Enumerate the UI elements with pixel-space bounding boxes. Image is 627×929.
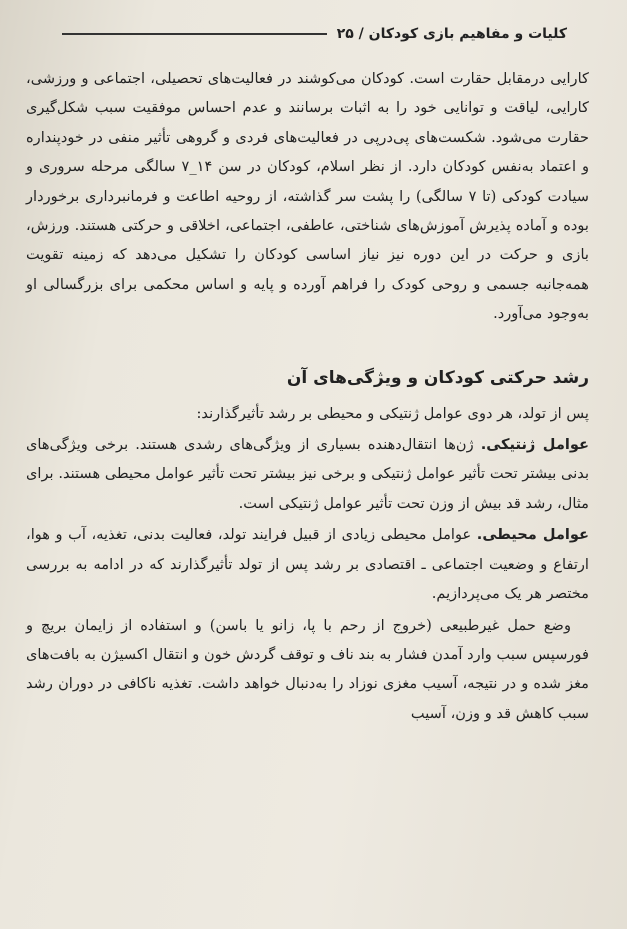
running-header [62, 26, 567, 42]
header-rule [62, 33, 327, 35]
paragraph-intro: کارایی درمقابل حقارت است. کودکان می‌کوشند در فعالیت‌های تحصیلی، اجتماعی و ورزشی، کارایی، لیاقت و توانایی خود را به اثبات برسانند و عدم احساس موفقیت سبب شکل‌گیری حقارت می‌شود. شکست‌های پی‌درپی در فعالیت‌های فردی و گروهی تأثیر منفی در خودپنداره و اعتماد به‌نفس کودکان دارد. از نظر اسلام، کودکان در سن ۱۴_۷ سالگی مرحله سروری و سیادت کودکی (تا ۷ سالگی) را پشت سر گذاشته، از روحیه اطاعت و فرمانبرداری برخوردار بوده و آماده پذیرش آموزش‌های شناختی، عاطفی، اجتماعی، اخلاقی و حرکتی هستند. ورزش، بازی و حرکت در این دوره نیز نیاز اساسی کودکان را تشکیل می‌دهد که زمینه تقویت همه‌جانبه جسمی و روحی کودک را فراهم آورده و پایه و اساس محکمی برای بزرگسالی او به‌وجود می‌آورد. [26, 70, 589, 323]
genetic-factors-text: ژن‌ها انتقال‌دهنده بسیاری از ویژگی‌های رشدی هستند. برخی ویژگی‌های بدنی بیشتر تحت تأثیر عوامل ژنتیکی و برخی نیز بیشتر تحت تأثیر عوامل محیطی هستند. برای مثال، رشد قد بیش از وزن تحت تأثیر عوامل ژنتیکی است. [26, 436, 589, 512]
paragraph-genetic-factors [26, 430, 589, 518]
paragraph-factors-intro: پس از تولد، هر دوی عوامل ژنتیکی و محیطی بر رشد تأثیرگذارند: [196, 404, 589, 422]
paragraph-birth: وضع حمل غیرطبیعی (خروج از رحم با پا، زانو یا باسن) و استفاده از زایمان بریچ و فورسپس سبب وارد آمدن فشار به بند ناف و توقف گردش خون و انتقال اکسیژن به بافت‌های مغز شده و در نتیجه، آسیب مغزی نوزاد را به‌دنبال خواهد داشت. تغذیه ناکافی در دوران رشد سبب کاهش قد و وزن، آسیب [26, 616, 589, 722]
page-body [26, 64, 589, 728]
environmental-factors-text: عوامل محیطی زیادی از قبیل فرایند تولد، فعالیت بدنی، تغذیه، آب و هوا، ارتفاع و وضعیت اجتماعی ـ اقتصادی بر رشد پس از تولد تأثیرگذارند که در ادامه به بررسی مختصر هر یک می‌پردازیم. [26, 526, 589, 603]
header-title: کلیات و مفاهیم بازی کودکان / ۲۵ [336, 26, 567, 42]
paragraph-environmental-factors [26, 520, 589, 608]
environmental-factors-term: عوامل محیطی. [476, 526, 590, 544]
genetic-factors-term: عوامل ژنتیکی. [480, 436, 589, 454]
section-heading: رشد حرکتی کودکان و ویژگی‌های آن [286, 367, 589, 388]
